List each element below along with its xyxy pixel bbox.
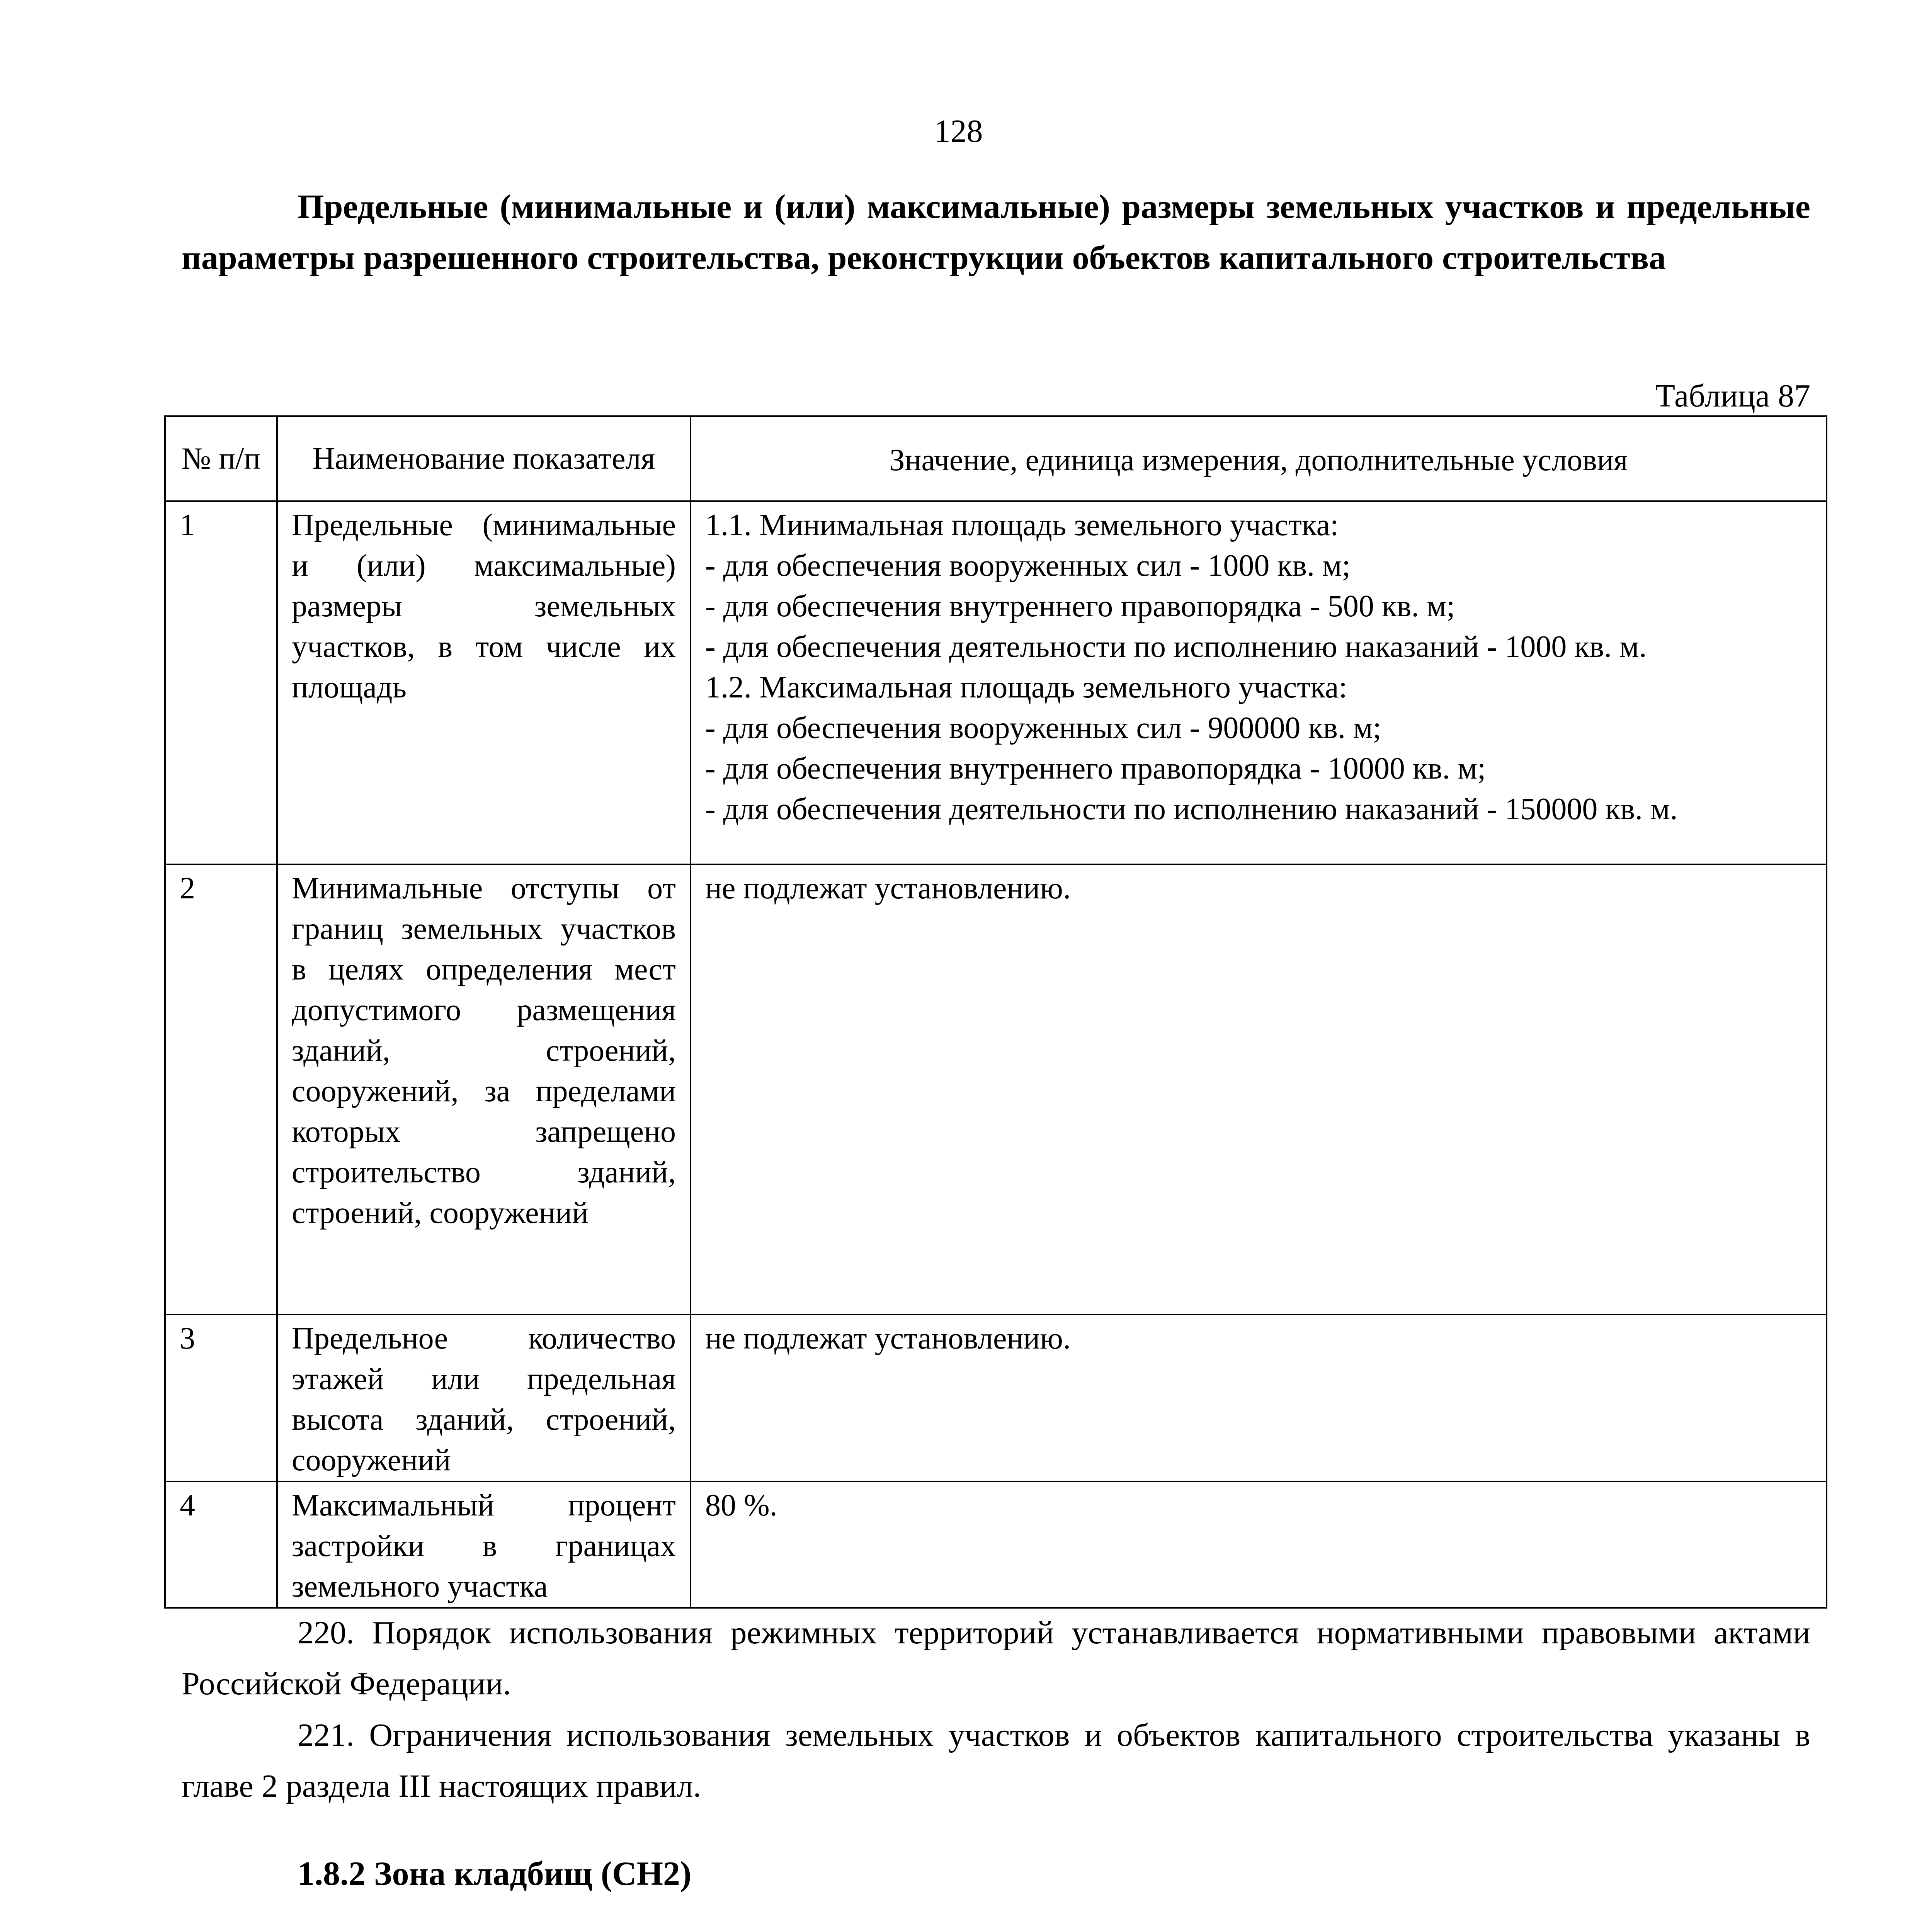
table-row — [165, 1481, 1827, 1608]
row-indicator-name: Максимальный процент застройки в границах земельного участка — [277, 1481, 691, 1608]
value-line: - для обеспечения деятельности по исполнению наказаний - 1000 кв. м. — [705, 630, 1647, 664]
row-value: 80 %. — [691, 1481, 1827, 1608]
header-indicator-name: Наименование показателя — [277, 416, 691, 501]
section-title: 1.8.2 Зона кладбищ (СН2) — [298, 1855, 692, 1893]
table-header-row — [165, 416, 1827, 501]
value-line: 1.2. Максимальная площадь земельного участка: — [705, 670, 1347, 704]
value-line: 1.1. Минимальная площадь земельного участка: — [705, 508, 1339, 542]
header-num: № п/п — [165, 416, 277, 501]
table-row — [165, 864, 1827, 1315]
value-line: - для обеспечения вооруженных сил - 1000 кв. м; — [705, 549, 1351, 583]
row-num: 2 — [165, 864, 277, 1315]
paragraph-220: 220. Порядок использования режимных территорий устанавливается нормативными правовыми актами Российской Федерации. — [182, 1615, 1810, 1702]
row-num: 3 — [165, 1315, 277, 1481]
heading-limits: Предельные (минимальные и (или) максимальные) размеры земельных участков и предельные параметры разрешенного строительства, реконструкции объектов капитального строительства — [182, 188, 1810, 277]
table-row — [165, 1315, 1827, 1481]
row-num: 1 — [165, 501, 277, 864]
table-87-caption: Таблица 87 — [1655, 378, 1810, 414]
page-number: 128 — [934, 113, 983, 149]
row-indicator-name: Минимальные отступы от границ земельных участков в целях определения мест допустимого размещения зданий, строений, сооружений, за пределами которых запрещено строительство зданий, строений, сооружений — [277, 864, 691, 1315]
value-line: - для обеспечения внутреннего правопорядка - 10000 кв. м; — [705, 752, 1486, 786]
paragraph-221: 221. Ограничения использования земельных участков и объектов капитального строительства указаны в главе 2 раздела III настоящих правил. — [182, 1717, 1810, 1804]
table-87 — [164, 415, 1827, 1609]
row-indicator-name: Предельное количество этажей или предельная высота зданий, строений, сооружений — [277, 1315, 691, 1481]
row-value: не подлежат установлению. — [691, 1315, 1827, 1481]
table-row — [165, 501, 1827, 864]
value-line: - для обеспечения вооруженных сил - 900000 кв. м; — [705, 711, 1381, 745]
header-value: Значение, единица измерения, дополнительные условия — [691, 416, 1827, 501]
row-value: не подлежат установлению. — [691, 864, 1827, 1315]
row-value — [691, 501, 1827, 864]
row-indicator-name: Предельные (минимальные и (или) максимальные) размеры земельных участков, в том числе их площадь — [277, 501, 691, 864]
value-line: - для обеспечения деятельности по исполнению наказаний - 150000 кв. м. — [705, 792, 1678, 826]
value-line: - для обеспечения внутреннего правопорядка - 500 кв. м; — [705, 589, 1455, 623]
row-num: 4 — [165, 1481, 277, 1608]
